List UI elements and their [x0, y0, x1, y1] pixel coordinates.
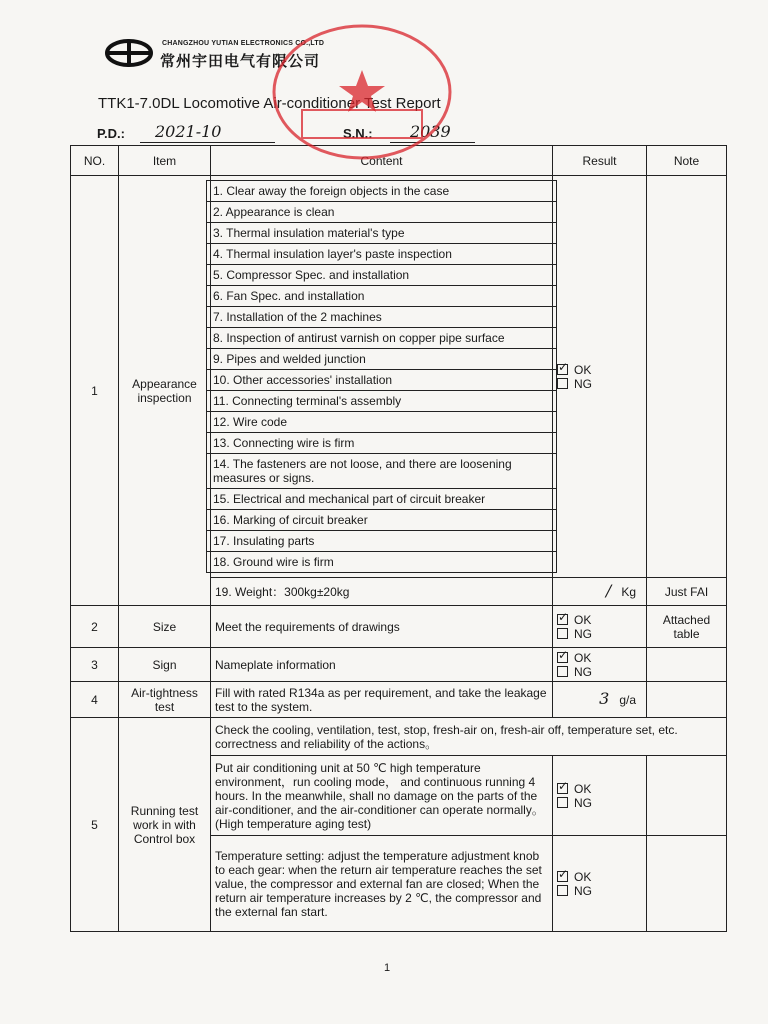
- row1-note: [647, 176, 727, 578]
- weight-note: Just FAI: [647, 578, 727, 606]
- content-line: 2. Appearance is clean: [207, 201, 556, 222]
- weight-unit: Kg: [621, 585, 636, 599]
- page-number: 1: [384, 962, 391, 974]
- content-line: 11. Connecting terminal's assembly: [207, 390, 556, 411]
- company-logo-icon: [104, 38, 154, 68]
- row5-aging-test: Put air conditioning unit at 50 ℃ high temperature environment，run cooling mode， and continuous running 4 hours. In the meanwhile, shall no damage on the parts of the air-conditioner, and the air-conditioner can operate normally。(High temperature aging test): [211, 756, 553, 836]
- ok-checkbox-icon: [557, 871, 568, 882]
- sn-label: S.N.:: [343, 126, 373, 141]
- content-line: 18. Ground wire is firm: [207, 551, 556, 572]
- content-line: 16. Marking of circuit breaker: [207, 509, 556, 530]
- row1-content-list: [206, 180, 557, 573]
- row4-no: 4: [71, 682, 119, 718]
- row4-content: Fill with rated R134a as per requirement, and take the leakage test to the system.: [211, 682, 553, 718]
- pd-underline: [140, 142, 275, 143]
- weight-value: /: [605, 581, 612, 600]
- col-note-header: Note: [647, 146, 727, 176]
- ng-label: NG: [574, 626, 592, 641]
- row5-temp-result: [553, 836, 647, 932]
- content-line: 9. Pipes and welded junction: [207, 348, 556, 369]
- col-result-header: Result: [553, 146, 647, 176]
- row5-temp-setting: Temperature setting: adjust the temperature adjustment knob to each gear: when the return air temperature reaches the set value, the compressor and external fan are closed; When the return air temperature increases by 2 ℃, the compressor and the external fan start.: [211, 836, 553, 932]
- row4-note: [647, 682, 727, 718]
- row2-result: [553, 606, 647, 648]
- company-name-en: CHANGZHOU YUTIAN ELECTRONICS CO.,LTD: [162, 40, 325, 47]
- quality-inspection-stamp-icon: [262, 22, 462, 172]
- sn-value: 2039: [410, 122, 451, 141]
- row5-aging-note: [647, 756, 727, 836]
- pd-value: 2021-10: [155, 122, 222, 141]
- content-line: 1. Clear away the foreign objects in the case: [213, 184, 450, 198]
- content-line: 3. Thermal insulation material's type: [207, 222, 556, 243]
- row3-note: [647, 648, 727, 682]
- content-line: 17. Insulating parts: [207, 530, 556, 551]
- ok-checkbox-icon: [557, 652, 568, 663]
- row2-content: Meet the requirements of drawings: [211, 606, 553, 648]
- ng-label: NG: [574, 795, 592, 810]
- content-line: 7. Installation of the 2 machines: [207, 306, 556, 327]
- ok-label: OK: [574, 781, 592, 796]
- ok-checkbox-icon: [557, 783, 568, 794]
- content-line: 15. Electrical and mechanical part of circuit breaker: [207, 488, 556, 509]
- row1-no: 1: [71, 176, 119, 606]
- row5-item: Running test work in with Control box: [119, 718, 211, 932]
- row5-no: 5: [71, 718, 119, 932]
- content-line: 8. Inspection of antirust varnish on copper pipe surface: [207, 327, 556, 348]
- content-line: 13. Connecting wire is firm: [207, 432, 556, 453]
- content-line: 14. The fasteners are not loose, and there are loosening measures or signs.: [207, 453, 556, 488]
- content-line: 6. Fan Spec. and installation: [207, 285, 556, 306]
- row2-item: Size: [119, 606, 211, 648]
- ng-label: NG: [574, 664, 592, 679]
- row4-item: Air-tightness test: [119, 682, 211, 718]
- row5-temp-note: [647, 836, 727, 932]
- leak-value: 3: [599, 689, 610, 708]
- ok-label: OK: [574, 869, 592, 884]
- content-line: 4. Thermal insulation layer's paste inspection: [207, 243, 556, 264]
- ng-label: NG: [574, 376, 592, 391]
- row5-intro: Check the cooling, ventilation, test, stop, fresh-air on, fresh-air off, temperature set, etc. correctness and reliability of the actions。: [211, 718, 727, 756]
- leak-unit: g/a: [619, 693, 636, 707]
- ok-checkbox-icon: [557, 614, 568, 625]
- ng-checkbox-icon: [557, 885, 568, 896]
- ng-checkbox-icon: [557, 378, 568, 389]
- content-line: 10. Other accessories' installation: [207, 369, 556, 390]
- ok-label: OK: [574, 650, 592, 665]
- row1-result: [553, 176, 647, 578]
- row3-no: 3: [71, 648, 119, 682]
- ok-label: OK: [574, 612, 592, 627]
- ng-checkbox-icon: [557, 666, 568, 677]
- weight-spec: 19. Weight：300kg±20kg: [211, 578, 553, 606]
- col-content-header: Content: [211, 146, 553, 176]
- company-name-cn: 常州宇田电气有限公司: [160, 53, 321, 70]
- ng-label: NG: [574, 883, 592, 898]
- row5-aging-result: [553, 756, 647, 836]
- content-line: 5. Compressor Spec. and installation: [207, 264, 556, 285]
- ok-checkbox-icon: [557, 364, 568, 375]
- row3-result: [553, 648, 647, 682]
- report-title: TTK1-7.0DL Locomotive Air-conditioner Test Report: [98, 95, 441, 112]
- row1-item: Appearance inspection: [119, 176, 211, 606]
- report-table: [70, 145, 727, 932]
- ok-label: OK: [574, 362, 592, 377]
- row3-item: Sign: [119, 648, 211, 682]
- row2-no: 2: [71, 606, 119, 648]
- ng-checkbox-icon: [557, 797, 568, 808]
- row3-content: Nameplate information: [211, 648, 553, 682]
- col-no-header: NO.: [71, 146, 119, 176]
- content-line: 12. Wire code: [207, 411, 556, 432]
- ng-checkbox-icon: [557, 628, 568, 639]
- col-item-header: Item: [119, 146, 211, 176]
- pd-label: P.D.:: [97, 126, 125, 141]
- row2-note: Attached table: [647, 606, 727, 648]
